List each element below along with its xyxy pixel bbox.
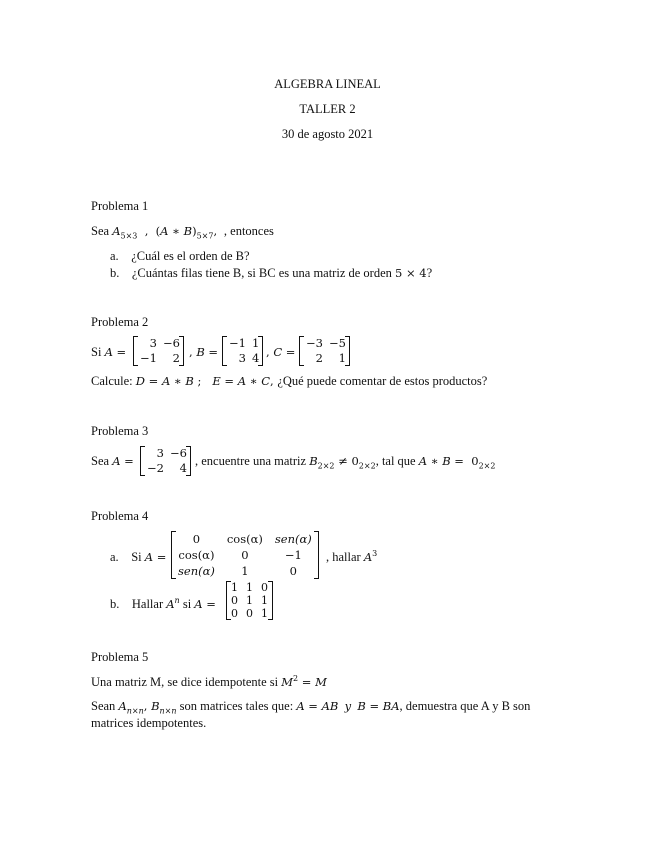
problem-2-calcule: Calcule: D = A ∗ B ; E = A ∗ C, ¿Qué puede comentar de estos productos? (91, 374, 488, 388)
matrix-a-p3: 3 −6 −2 4 (140, 446, 191, 476)
problem-2-heading: Problema 2 (91, 315, 149, 329)
problem-1-intro: Sea $A_{5\times 3}$ , (A ∗ $B)_{5\times 7}$, , entonces (91, 224, 274, 241)
problem-5-line-1: Una matriz M, se dice idempotente si $M^2 = M$ (91, 673, 327, 689)
page-date: 30 de agosto 2021 (281, 127, 374, 141)
problem-3-text: , encuentre una matriz $B_{2\times 2} \ne 0_{2\times 2}$, tal que A ∗ $B = 0_{2\times 2}$ (195, 454, 496, 471)
problem-4-hallar-a3: , hallar $A^3$ (326, 548, 378, 564)
problem-4-item-a: a. Si A = (110, 550, 167, 564)
problem-5-line-3: matrices idempotentes. (91, 716, 207, 730)
page-title: ALGEBRA LINEAL (274, 77, 381, 91)
problem-1-heading: Problema 1 (91, 199, 149, 213)
problem-2-c-label: , C = (266, 345, 296, 359)
problem-3-heading: Problema 3 (91, 424, 149, 438)
problem-4-heading: Problema 4 (91, 509, 149, 523)
matrix-a-p4a: 0 cos(α) sen(α) cos(α) 0 −1 sen(α) 1 0 (171, 531, 319, 579)
page-subtitle: TALLER 2 (299, 102, 356, 116)
problem-3-sea: Sea A = (91, 454, 134, 468)
matrix-a-p4b: 1 1 0 0 1 1 0 0 1 (226, 581, 273, 620)
problem-2-b-label: , B = (189, 345, 219, 359)
problem-1-item-b: b. ¿Cuántas filas tiene B, si BC es una matriz de orden 5 × 4? (110, 266, 433, 280)
problem-5-heading: Problema 5 (91, 650, 149, 664)
problem-5-line-2: Sean $A_{n\times n}$, $B_{n\times n}$ son matrices tales que: A = AB y B = BA, demuestra que A y B son (91, 699, 531, 716)
matrix-a-p2: 3 −6 −1 2 (133, 336, 184, 366)
matrix-c-p2: −3 −5 2 1 (299, 336, 350, 366)
problem-1-item-a: a. ¿Cuál es el orden de B? (110, 249, 250, 263)
problem-2-si: Si A = (91, 345, 127, 359)
problem-4-item-b: b. Hallar $A^n$ si A = (110, 595, 216, 611)
matrix-b-p2: −1 1 3 4 (222, 336, 263, 366)
